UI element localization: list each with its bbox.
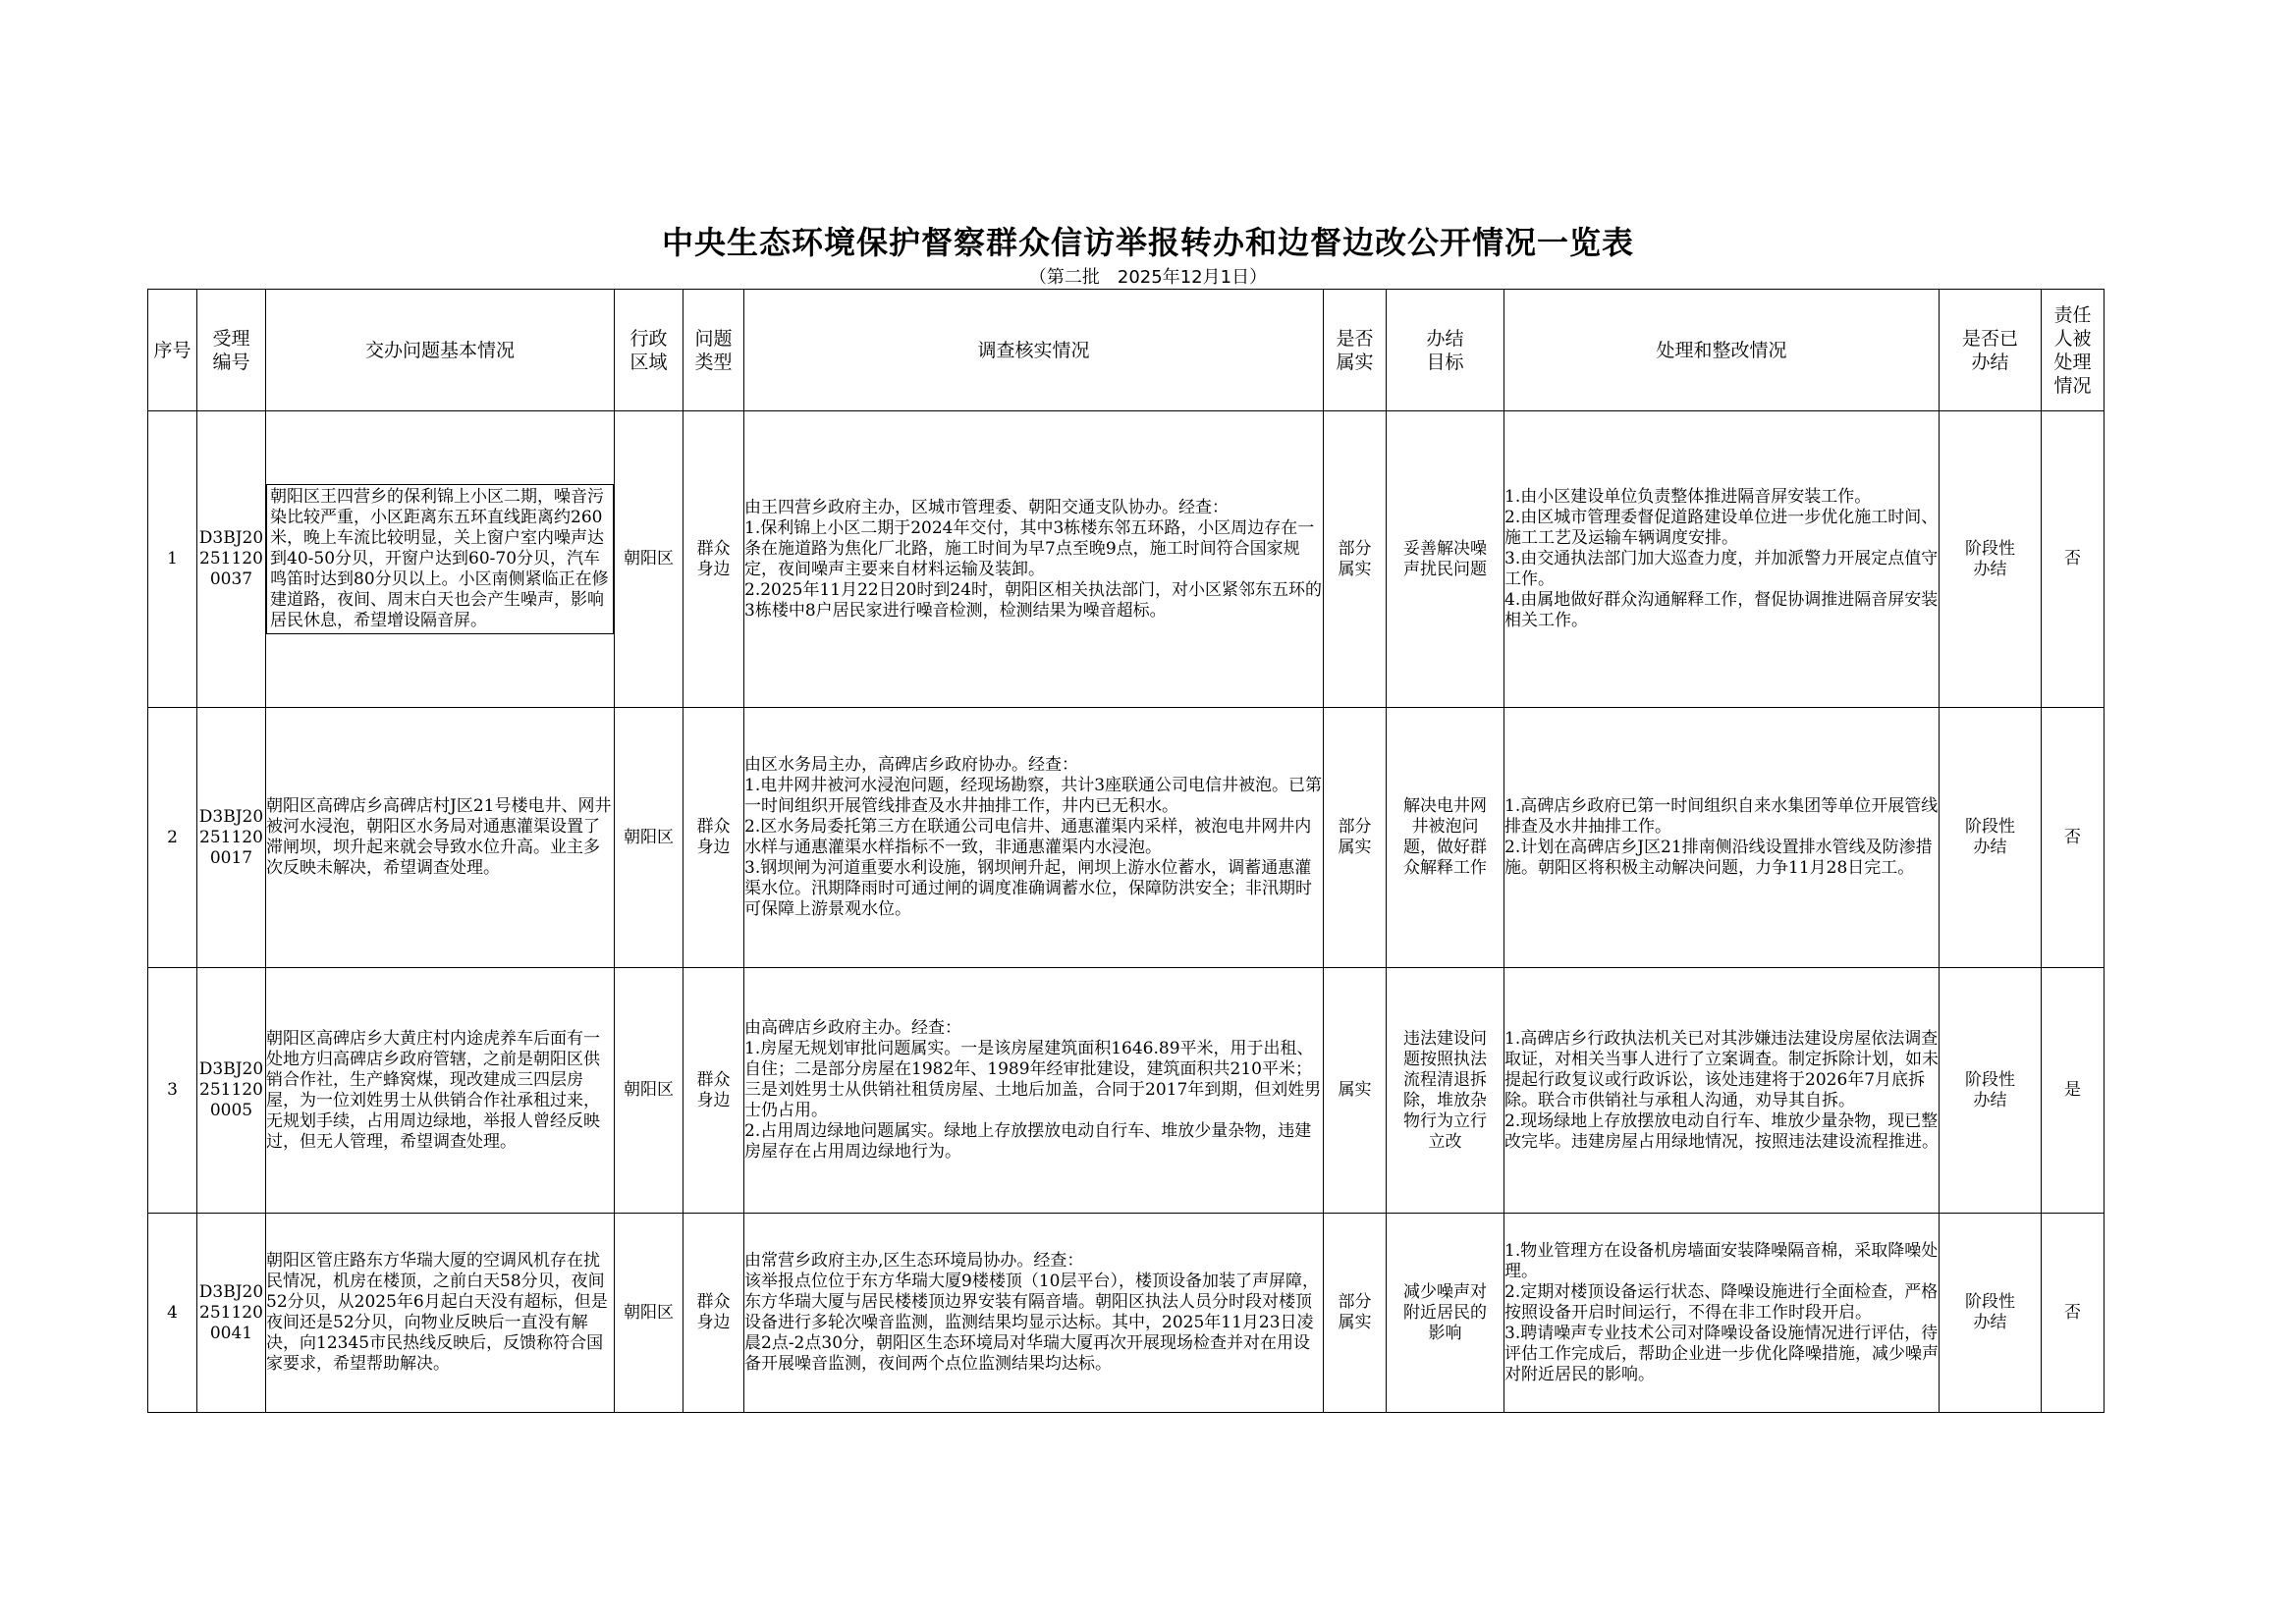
row-seq: 4 [148, 1214, 197, 1413]
row-district: 朝阳区 [615, 1214, 683, 1413]
row-goal: 违法建设问题按照执法流程清退拆除，堆放杂物行为立行立改 [1387, 968, 1504, 1214]
row-seq: 1 [148, 411, 197, 708]
row-code: D3BJ202511200005 [197, 968, 266, 1214]
header-verified: 是否属实 [1324, 290, 1387, 411]
row-district: 朝阳区 [615, 411, 683, 708]
row-handling: 1.高碑店乡行政执法机关已对其涉嫌违法建设房屋依法调查取证，对相关当事人进行了立案调查。制定拆除计划，如未提起行政复议或行政诉讼，该处违建将于2026年7月底拆除。联合市供销社与承租人沟通，劝导其自拆。 2.现场绿地上存放摆放电动自行车、堆放少量杂物，现已整改完毕。违建房屋占用绿地情况，按照违法建设流程推进。 [1504, 968, 1940, 1214]
row-investigation: 由常营乡政府主办,区生态环境局协办。经查： 该举报点位位于东方华瑞大厦9楼楼顶（10层平台），楼顶设备加装了声屏障，东方华瑞大厦与居民楼楼顶边界安装有隔音墙。朝阳区执法人员分时段对楼顶设备进行多轮次噪音监测，监测结果均显示达标。其中，2025年11月23日凌晨2点-2点30分，朝阳区生态环境局对华瑞大厦再次开展现场检查并对在用设备开展噪音监测，夜间两个点位监测结果均达标。 [744, 1214, 1324, 1413]
row-investigation: 由高碑店乡政府主办。经查： 1.房屋无规划审批问题属实。一是该房屋建筑面积1646.89平米，用于出租、自住；二是部分房屋在1982年、1989年经审批建设，建筑面积共210平米；三是刘姓男士从供销社租赁房屋、土地后加盖，合同于2017年到期，但刘姓男士仍占用。 2.占用周边绿地问题属实。绿地上存放摆放电动自行车、堆放少量杂物，违建房屋存在占用周边绿地行为。 [744, 968, 1324, 1214]
row-handling: 1.由小区建设单位负责整体推进隔音屏安装工作。 2.由区城市管理委督促道路建设单位进一步优化施工时间、施工工艺及运输车辆调度安排。 3.由交通执法部门加大巡查力度，并加派警力开展定点值守工作。 4.由属地做好群众沟通解释工作，督促协调推进隔音屏安装相关工作。 [1504, 411, 1940, 708]
row-code: D3BJ202511200037 [197, 411, 266, 708]
table-header-row [148, 290, 2105, 411]
row-district: 朝阳区 [615, 708, 683, 968]
row-handling: 1.高碑店乡政府已第一时间组织自来水集团等单位开展管线排查及水井抽排工作。 2.计划在高碑店乡J区21排南侧沿线设置排水管线及防渗措施。朝阳区将积极主动解决问题，力争11月28日完工。 [1504, 708, 1940, 968]
disclosure-table [147, 289, 2105, 1413]
row-completed: 阶段性办结 [1940, 411, 2042, 708]
row-completed: 阶段性办结 [1940, 708, 2042, 968]
row-investigation: 由王四营乡政府主办，区城市管理委、朝阳交通支队协办。经查： 1.保利锦上小区二期于2024年交付，其中3栋楼东邻五环路，小区周边存在一条在施道路为焦化厂北路，施工时间为早7点至晚9点，施工时间符合国家规定，夜间噪声主要来自材料运输及装卸。 2.2025年11月22日20时到24时，朝阳区相关执法部门，对小区紧邻东五环的3栋楼中8户居民家进行噪音检测，检测结果为噪音超标。 [744, 411, 1324, 708]
row-verified: 部分属实 [1324, 708, 1387, 968]
row-seq: 3 [148, 968, 197, 1214]
row-goal: 减少噪声对附近居民的影响 [1387, 1214, 1504, 1413]
row-goal: 妥善解决噪声扰民问题 [1387, 411, 1504, 708]
row-goal: 解决电井网井被泡问题，做好群众解释工作 [1387, 708, 1504, 968]
row-verified: 部分属实 [1324, 411, 1387, 708]
row-problem: 朝阳区王四营乡的保利锦上小区二期，噪音污染比较严重，小区距离东五环直线距离约260米，晚上车流比较明显，关上窗户室内噪声达到40-50分贝，开窗户达到60-70分贝，汽车鸣笛时达到80分贝以上。小区南侧紧临正在修建道路，夜间、周末白天也会产生噪声，影响居民休息，希望增设隔音屏。 [266, 411, 615, 708]
header-goal: 办结目标 [1387, 290, 1504, 411]
row-type: 群众身边 [683, 411, 744, 708]
row-problem: 朝阳区高碑店乡高碑店村J区21号楼电井、网井被河水浸泡，朝阳区水务局对通惠灌渠设置了滞闸坝，坝升起来就会导致水位升高。业主多次反映未解决，希望调查处理。 [266, 708, 615, 968]
table-row [148, 968, 2105, 1214]
table-row [148, 1214, 2105, 1413]
row-verified: 属实 [1324, 968, 1387, 1214]
row-accountability: 否 [2042, 1214, 2105, 1413]
header-completed: 是否已办结 [1940, 290, 2042, 411]
table-row [148, 708, 2105, 968]
header-code: 受理编号 [197, 290, 266, 411]
row-seq: 2 [148, 708, 197, 968]
row-code: D3BJ202511200041 [197, 1214, 266, 1413]
header-district: 行政区域 [615, 290, 683, 411]
row-completed: 阶段性办结 [1940, 1214, 2042, 1413]
row-completed: 阶段性办结 [1940, 968, 2042, 1214]
row-problem: 朝阳区管庄路东方华瑞大厦的空调风机存在扰民情况，机房在楼顶，之前白天58分贝，夜间52分贝，从2025年6月起白天没有超标，但是夜间还是52分贝，向物业反映后一直没有解决，向12345市民热线反映后，反馈称符合国家要求，希望帮助解决。 [266, 1214, 615, 1413]
row-problem: 朝阳区高碑店乡大黄庄村内途虎养车后面有一处地方归高碑店乡政府管辖，之前是朝阳区供销合作社，生产蜂窝煤，现改建成三四层房屋，为一位刘姓男士从供销合作社承租过来，无规划手续，占用周边绿地，举报人曾经反映过，但无人管理，希望调查处理。 [266, 968, 615, 1214]
row-handling: 1.物业管理方在设备机房墙面安装降噪隔音棉，采取降噪处理。 2.定期对楼顶设备运行状态、降噪设施进行全面检查，严格按照设备开启时间运行，不得在非工作时段开启。 3.聘请噪声专业技术公司对降噪设备设施情况进行评估，待评估工作完成后，帮助企业进一步优化降噪措施，减少噪声对附近居民的影响。 [1504, 1214, 1940, 1413]
row-type: 群众身边 [683, 1214, 744, 1413]
header-problem: 交办问题基本情况 [266, 290, 615, 411]
table-row [148, 411, 2105, 708]
row-investigation: 由区水务局主办，高碑店乡政府协办。经查： 1.电井网井被河水浸泡问题，经现场勘察，共计3座联通公司电信井被泡。已第一时间组织开展管线排查及水井抽排工作，井内已无积水。 2.区水务局委托第三方在联通公司电信井、通惠灌渠内采样，被泡电井网井内水样与通惠灌渠水样指标不一致，非通惠灌渠内水浸泡。 3.钢坝闸为河道重要水利设施，钢坝闸升起，闸坝上游水位蓄水，调蓄通惠灌渠水位。汛期降雨时可通过闸的调度准确调蓄水位，保障防洪安全；非汛期时可保障上游景观水位。 [744, 708, 1324, 968]
row-accountability: 是 [2042, 968, 2105, 1214]
header-type: 问题类型 [683, 290, 744, 411]
row-type: 群众身边 [683, 708, 744, 968]
header-accountability: 责任人被处理情况 [2042, 290, 2105, 411]
row-verified: 部分属实 [1324, 1214, 1387, 1413]
header-handling: 处理和整改情况 [1504, 290, 1940, 411]
row-type: 群众身边 [683, 968, 744, 1214]
row-accountability: 否 [2042, 411, 2105, 708]
header-seq: 序号 [148, 290, 197, 411]
row-accountability: 否 [2042, 708, 2105, 968]
header-investigation: 调查核实情况 [744, 290, 1324, 411]
page-title: 中央生态环境保护督察群众信访举报转办和边督边改公开情况一览表 [661, 224, 1634, 261]
page-subtitle: （第二批 2025年12月1日） [1028, 267, 1268, 288]
row-code: D3BJ202511200017 [197, 708, 266, 968]
row-district: 朝阳区 [615, 968, 683, 1214]
